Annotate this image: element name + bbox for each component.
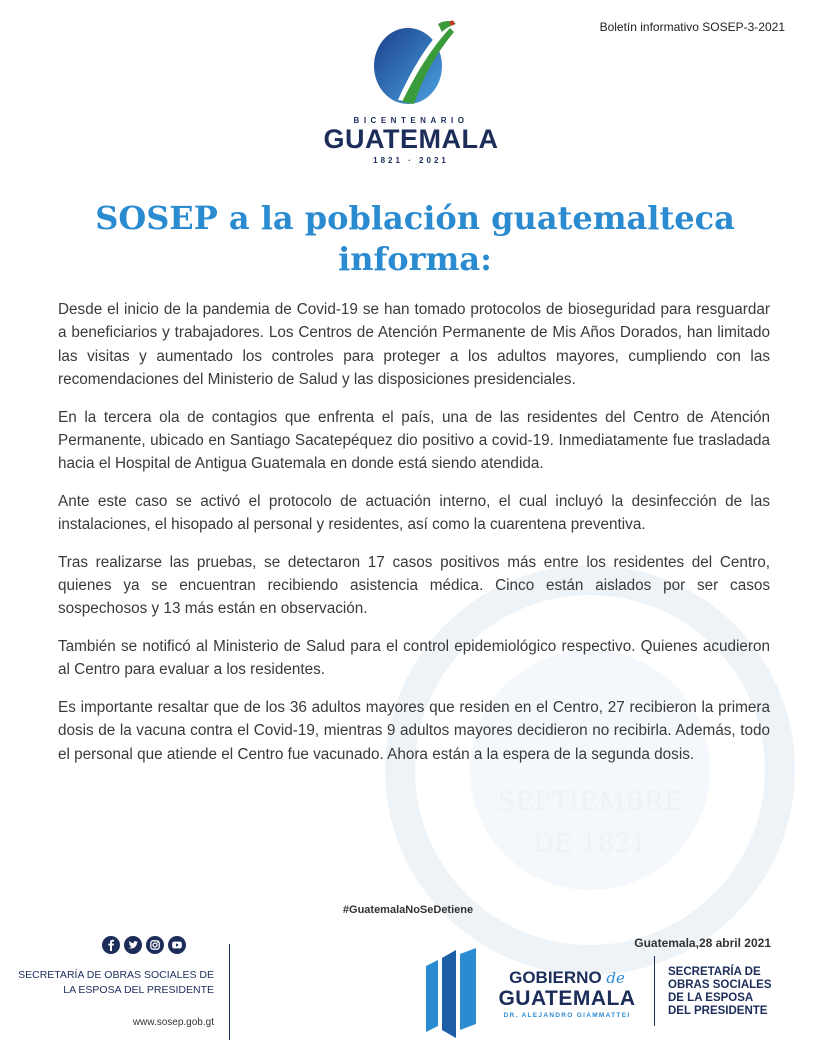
gobierno-line3: DR. ALEJANDRO GIAMMATTEI [503,1012,631,1019]
logo-guatemala-text: GUATEMALA [323,124,499,154]
social-icons [102,936,186,954]
website-link[interactable]: www.sosep.gob.gt [132,1017,214,1028]
paragraph-5: También se notificó al Ministerio de Salud para el control epidemiológico respectivo. Quienes acudieron al Centro para evaluar a los residentes. [58,637,770,679]
paragraph-4: Tras realizarse las pruebas, se detectaron 17 casos positivos más entre los residentes del Centro, quienes ya se encuentran recibiendo asistencia médica. Cinco están aislados por ser casos sospechosos y 13 más están en observación. [58,553,770,618]
secretaria-right-line4: DEL PRESIDENTE [668,1005,768,1017]
paragraph-3: Ante este caso se activó el protocolo de actuación interno, el cual incluyó la desinfección de las instalaciones, el hisopado al personal y residentes, así como la cuarentena preventiva. [58,492,770,534]
secretaria-left-line1: SECRETARÍA DE OBRAS SOCIALES DE [18,969,214,981]
hashtag: #GuatemalaNoSeDetiene [342,904,474,916]
bulletin-id: Boletín informativo SOSEP-3-2021 [599,20,785,34]
watermark-text-2: DE 1821 [532,829,648,859]
bicentenario-emblem-icon [368,18,458,106]
secretaria-right-line3: DE LA ESPOSA [668,992,754,1004]
dateline: Guatemala,28 abril 2021 [634,936,771,950]
secretaria-right [668,966,798,1018]
gobierno-logo [492,968,642,1019]
secretaria-left-line2: LA ESPOSA DEL PRESIDENTE [63,984,214,996]
secretaria-left [8,968,214,998]
gobierno-bars-icon [424,948,480,1038]
instagram-icon[interactable] [146,936,164,954]
footer-divider-left [229,944,230,1040]
secretaria-right-line1: SECRETARÍA DE [668,966,761,978]
twitter-icon[interactable] [124,936,142,954]
paragraph-1: Desde el inicio de la pandemia de Covid-19 se han tomado protocolos de bioseguridad para resguardar a beneficiarios y trabajadores. Los Centros de Atención Permanente de Mis Años Dorados, han limitado las visitas y aumentado los controles para proteger a los adultos mayores, cumpliendo con las recomendaciones del Ministerio de Salud y las disposiciones presidenciales. [58,301,770,389]
footer-divider-right [654,956,655,1026]
gobierno-line2: GUATEMALA [498,987,636,1010]
youtube-icon[interactable] [168,936,186,954]
gobierno-de: de [606,969,625,987]
paragraph-6: Es importante resaltar que de los 36 adultos mayores que residen en el Centro, 27 recibieron la primera dosis de la vacuna contra el Covid-19, mientras 9 adultos mayores decidieron no recibirla. Además, todo el personal que atiende el Centro fue vacunado. Ahora están a la espera de la segunda dosis. [58,698,770,763]
bicentenario-logo [318,18,504,168]
secretaria-right-line2: OBRAS SOCIALES [668,979,772,991]
logo-years-text: 1821 · 2021 [373,156,449,165]
facebook-icon[interactable] [102,936,120,954]
paragraph-2: En la tercera ola de contagios que enfrenta el país, una de las residentes del Centro de Atención Permanente, ubicado en Santiago Sacatepéquez dio positivo a covid-19. Inmediatamente fue trasladada hacia el Hospital de Antigua Guatemala en donde está siendo atendida. [58,408,770,473]
logo-bicentenario-text: BICENTENARIO [353,116,469,125]
page-title: SOSEP a la población guatemalteca informa: [95,199,735,278]
gobierno-line1: GOBIERNO de [509,968,625,987]
watermark-text-1: SEPTIEMBRE [497,787,683,817]
body-text [58,298,770,780]
